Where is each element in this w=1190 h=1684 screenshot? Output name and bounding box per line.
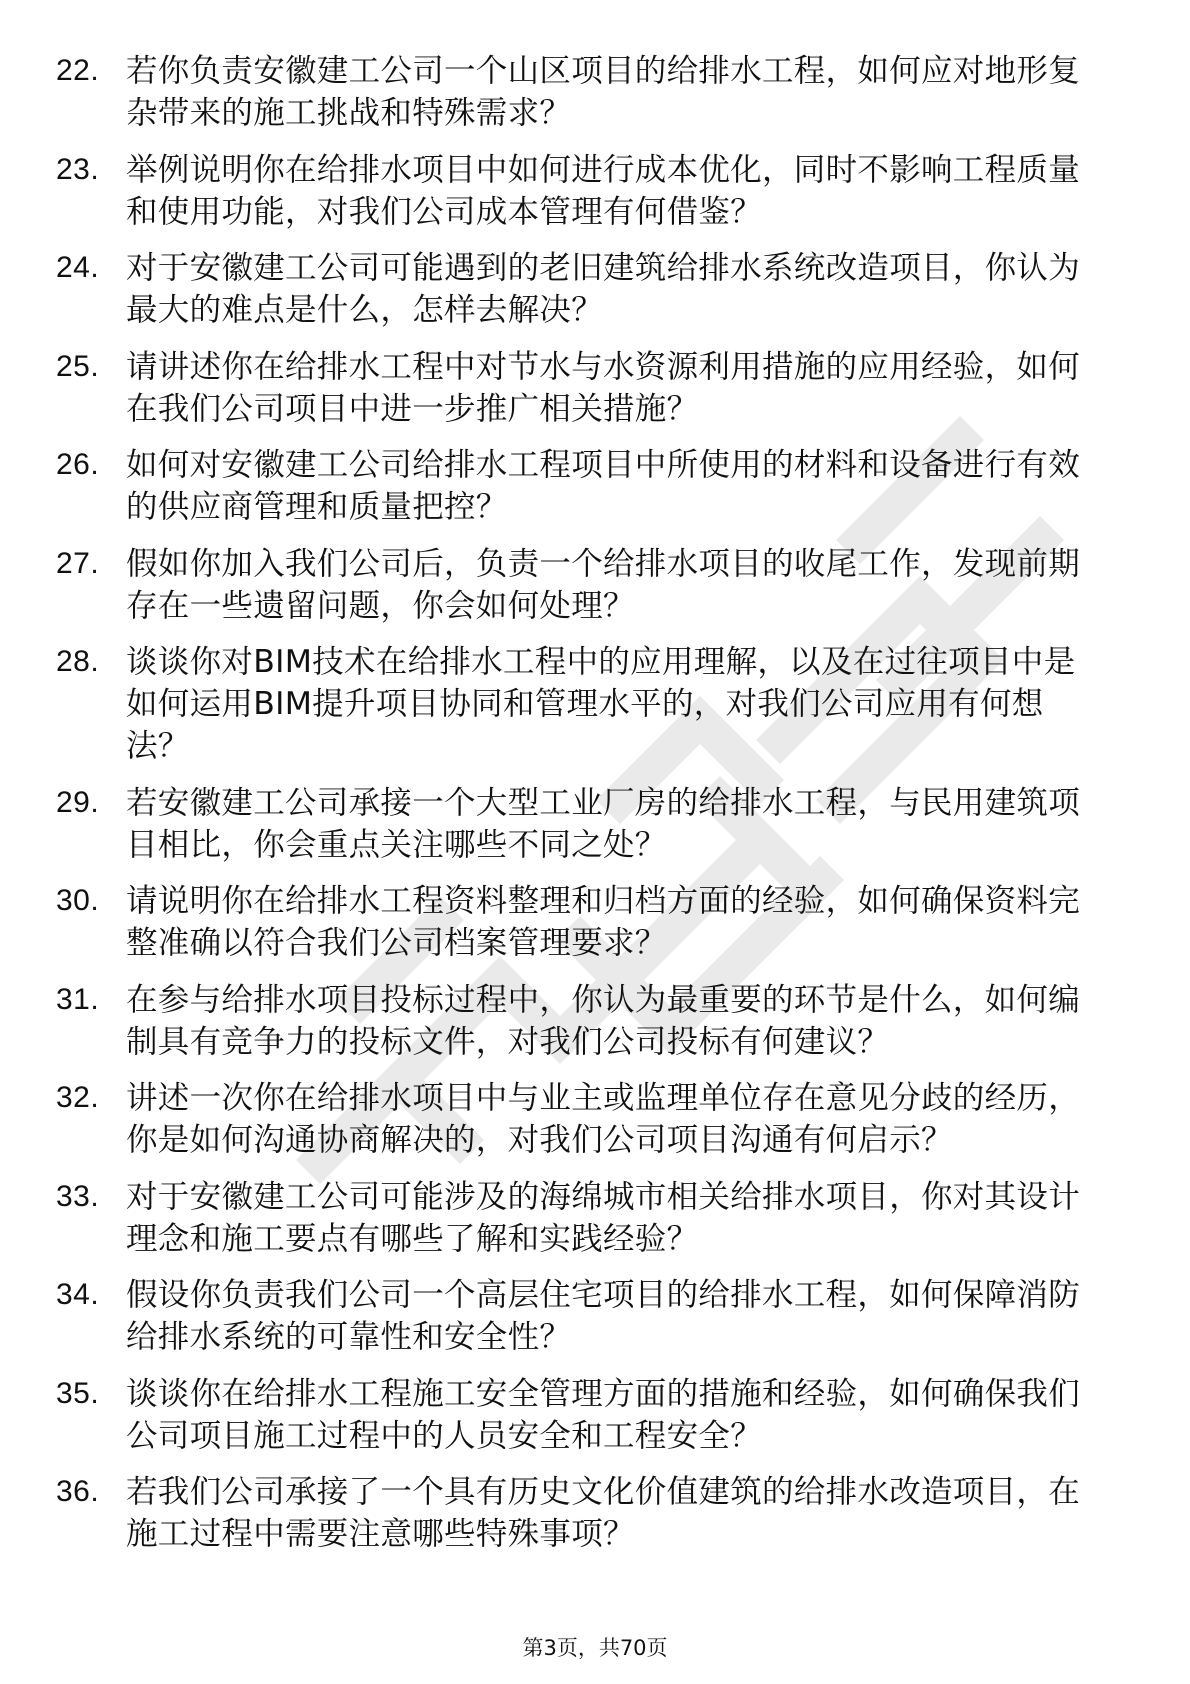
list-item bbox=[0, 979, 1190, 1063]
list-item bbox=[0, 1176, 1190, 1260]
list-item bbox=[0, 149, 1190, 233]
list-item bbox=[0, 1077, 1190, 1161]
question-text: 假如你加入我们公司后，负责一个给排水项目的收尾工作，发现前期存在一些遗留问题，你会如何处理？ bbox=[126, 545, 1081, 624]
question-number: 25. bbox=[56, 349, 100, 383]
list-item bbox=[0, 444, 1190, 528]
question-text: 假设你负责我们公司一个高层住宅项目的给排水工程，如何保障消防给排水系统的可靠性和安全性？ bbox=[126, 1277, 1081, 1355]
question-text: 若我们公司承接了一个具有历史文化价值建筑的给排水改造项目，在施工过程中需要注意哪些特殊事项？ bbox=[126, 1474, 1081, 1552]
page-footer: 第3页，共70页 bbox=[522, 1636, 668, 1660]
question-text: 若你负责安徽建工公司一个山区项目的给排水工程，如何应对地形复杂带来的施工挑战和特殊需求？ bbox=[126, 53, 1081, 131]
list-item bbox=[0, 782, 1190, 866]
question-number: 26. bbox=[56, 448, 100, 481]
question-list bbox=[0, 50, 1190, 1570]
list-item bbox=[0, 1471, 1190, 1555]
list-item bbox=[0, 247, 1190, 331]
question-text: 讲述一次你在给排水项目中与业主或监理单位存在意见分歧的经历，你是如何沟通协商解决的，对我们公司项目沟通有何启示？ bbox=[126, 1080, 1081, 1158]
question-number: 32. bbox=[56, 1081, 100, 1114]
question-text: 如何对安徽建工公司给排水工程项目中所使用的材料和设备进行有效的供应商管理和质量把控？ bbox=[126, 447, 1081, 525]
list-item bbox=[0, 50, 1190, 134]
question-text: 谈谈你在给排水工程施工安全管理方面的措施和经验，如何确保我们公司项目施工过程中的人员安全和工程安全？ bbox=[126, 1375, 1081, 1454]
question-number: 27. bbox=[56, 546, 100, 580]
list-item bbox=[0, 1274, 1190, 1358]
question-text: 在参与给排水项目投标过程中，你认为最重要的环节是什么，如何编制具有竞争力的投标文件，对我们公司投标有何建议？ bbox=[126, 981, 1081, 1060]
question-number: 29. bbox=[56, 785, 100, 819]
question-number: 28. bbox=[56, 645, 100, 678]
question-number: 31. bbox=[56, 982, 100, 1016]
list-item bbox=[0, 1373, 1190, 1457]
question-text: 对于安徽建工公司可能遇到的老旧建筑给排水系统改造项目，你认为最大的难点是什么，怎样去解决？ bbox=[126, 250, 1081, 328]
question-number: 24. bbox=[56, 251, 100, 284]
question-number: 36. bbox=[56, 1475, 100, 1508]
question-text: 谈谈你对BIM技术在给排水工程中的应用理解，以及在过往项目中是如何运用BIM提升项目协同和管理水平的，对我们公司应用有何想法？ bbox=[126, 644, 1076, 764]
question-text: 举例说明你在给排水项目中如何进行成本优化，同时不影响工程质量和使用功能，对我们公司成本管理有何借鉴？ bbox=[126, 151, 1081, 230]
question-text: 请讲述你在给排水工程中对节水与水资源利用措施的应用经验，如何在我们公司项目中进一步推广相关措施？ bbox=[126, 348, 1081, 427]
question-number: 23. bbox=[56, 152, 100, 186]
question-number: 22. bbox=[56, 54, 100, 87]
question-number: 30. bbox=[56, 884, 100, 917]
list-item bbox=[0, 543, 1190, 627]
question-number: 35. bbox=[56, 1376, 100, 1410]
list-item bbox=[0, 346, 1190, 430]
question-text: 若安徽建工公司承接一个大型工业厂房的给排水工程，与民用建筑项目相比，你会重点关注哪些不同之处？ bbox=[126, 784, 1081, 863]
question-number: 33. bbox=[56, 1179, 100, 1213]
question-text: 请说明你在给排水工程资料整理和归档方面的经验，如何确保资料完整准确以符合我们公司档案管理要求？ bbox=[126, 883, 1081, 961]
question-text: 对于安徽建工公司可能涉及的海绵城市相关给排水项目，你对其设计理念和施工要点有哪些了解和实践经验？ bbox=[126, 1178, 1081, 1257]
list-item bbox=[0, 880, 1190, 964]
list-item bbox=[0, 641, 1190, 767]
question-number: 34. bbox=[56, 1278, 100, 1311]
